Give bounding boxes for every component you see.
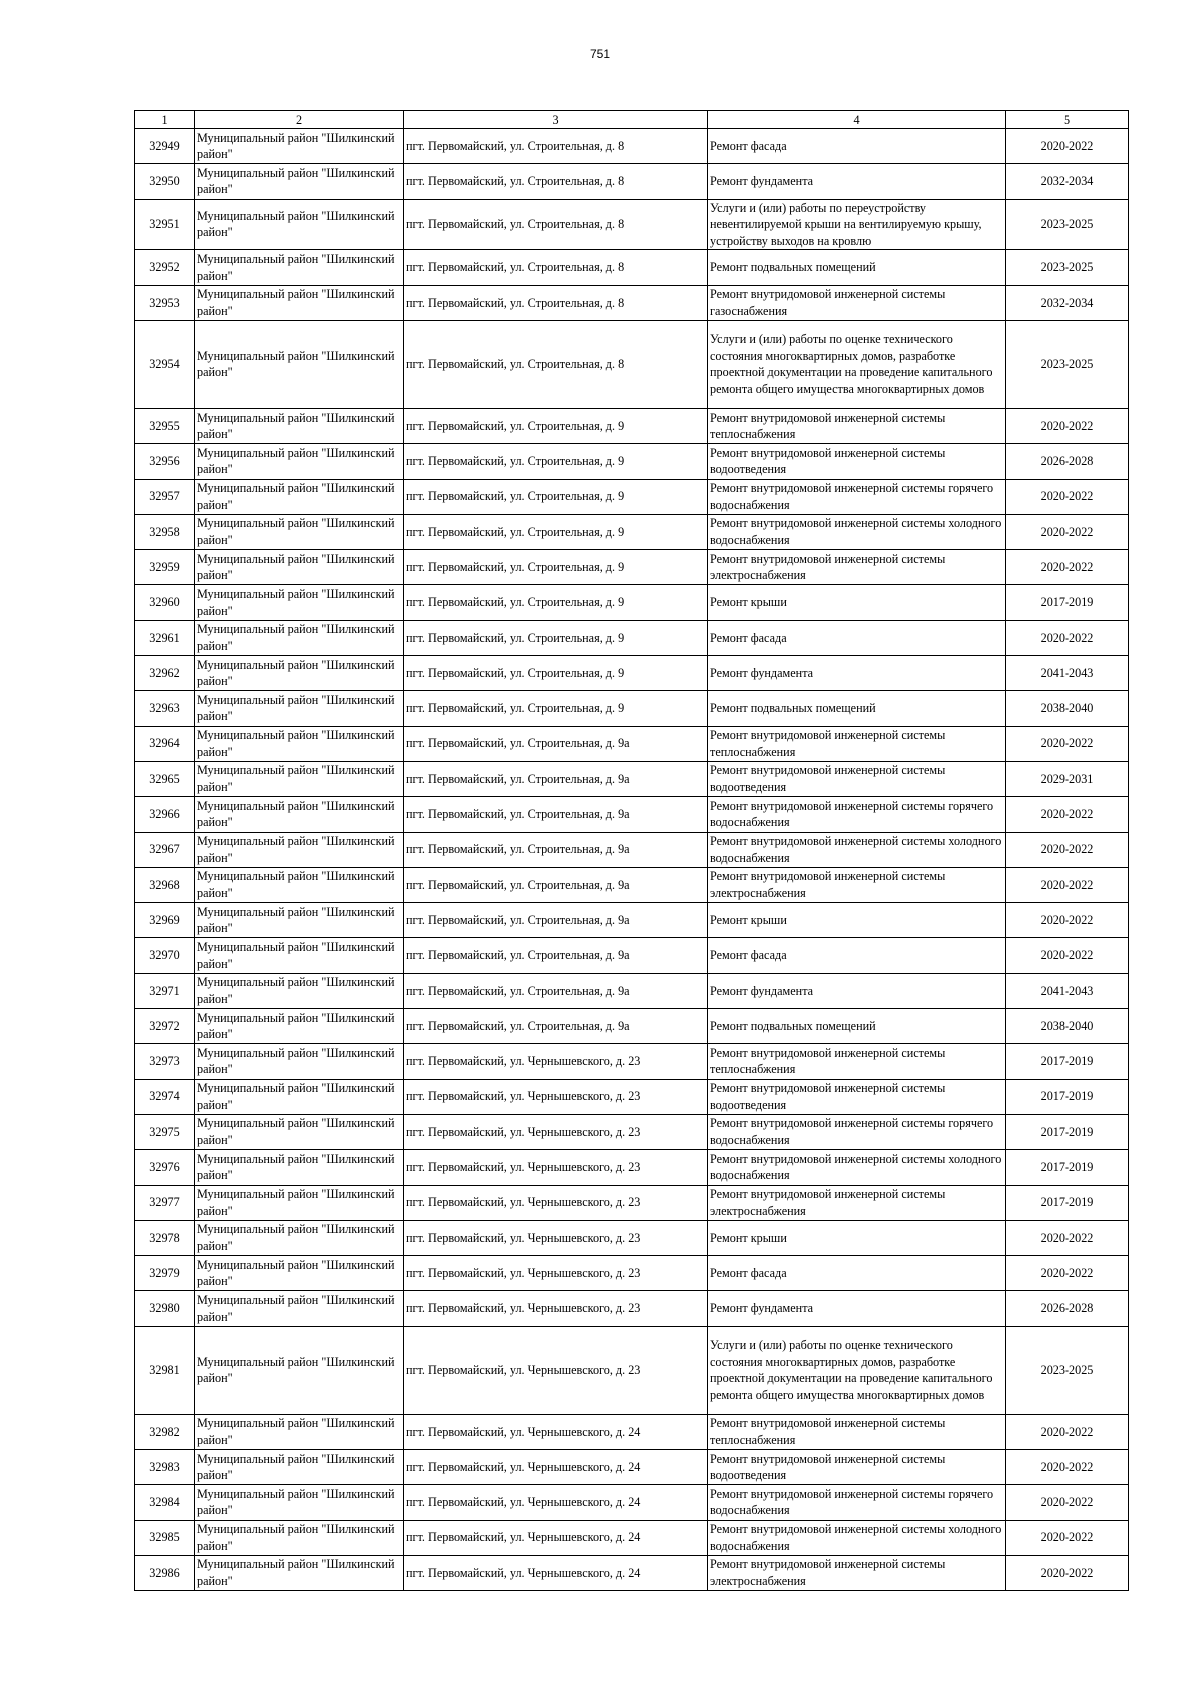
- address-cell: пгт. Первомайский, ул. Чернышевского, д. 24: [404, 1449, 708, 1484]
- work-type-cell: Ремонт внутридомовой инженерной системы горячего водоснабжения: [708, 1485, 1006, 1520]
- period-cell: 2023-2025: [1006, 1326, 1129, 1414]
- period-cell: 2023-2025: [1006, 320, 1129, 408]
- district-cell: Муниципальный район "Шилкинский район": [195, 797, 404, 832]
- period-cell: 2020-2022: [1006, 938, 1129, 973]
- column-header-3: 3: [404, 111, 708, 129]
- row-number: 32963: [135, 691, 195, 726]
- row-number: 32962: [135, 656, 195, 691]
- column-header-2: 2: [195, 111, 404, 129]
- table-row: [135, 832, 1129, 867]
- work-type-cell: Ремонт крыши: [708, 903, 1006, 938]
- district-cell: Муниципальный район "Шилкинский район": [195, 479, 404, 514]
- row-number: 32965: [135, 761, 195, 796]
- work-type-cell: Ремонт внутридомовой инженерной системы холодного водоснабжения: [708, 1520, 1006, 1555]
- district-cell: Муниципальный район "Шилкинский район": [195, 1555, 404, 1590]
- address-cell: пгт. Первомайский, ул. Строительная, д. 9а: [404, 903, 708, 938]
- table-row: [135, 550, 1129, 585]
- row-number: 32978: [135, 1220, 195, 1255]
- work-type-cell: Ремонт внутридомовой инженерной системы электроснабжения: [708, 550, 1006, 585]
- work-type-cell: Ремонт фундамента: [708, 656, 1006, 691]
- address-cell: пгт. Первомайский, ул. Строительная, д. 9а: [404, 797, 708, 832]
- table-row: [135, 585, 1129, 620]
- table-row: [135, 903, 1129, 938]
- row-number: 32968: [135, 867, 195, 902]
- district-cell: Муниципальный район "Шилкинский район": [195, 832, 404, 867]
- row-number: 32956: [135, 444, 195, 479]
- row-number: 32969: [135, 903, 195, 938]
- district-cell: Муниципальный район "Шилкинский район": [195, 129, 404, 164]
- address-cell: пгт. Первомайский, ул. Строительная, д. 8: [404, 129, 708, 164]
- district-cell: Муниципальный район "Шилкинский район": [195, 550, 404, 585]
- period-cell: 2020-2022: [1006, 867, 1129, 902]
- address-cell: пгт. Первомайский, ул. Строительная, д. 8: [404, 320, 708, 408]
- address-cell: пгт. Первомайский, ул. Чернышевского, д. 24: [404, 1414, 708, 1449]
- work-type-cell: Ремонт внутридомовой инженерной системы холодного водоснабжения: [708, 832, 1006, 867]
- table-body: [135, 129, 1129, 1591]
- district-cell: Муниципальный район "Шилкинский район": [195, 1185, 404, 1220]
- address-cell: пгт. Первомайский, ул. Строительная, д. 9: [404, 550, 708, 585]
- table-row: [135, 514, 1129, 549]
- period-cell: 2017-2019: [1006, 1185, 1129, 1220]
- table-row: [135, 129, 1129, 164]
- table-row: [135, 320, 1129, 408]
- work-type-cell: Ремонт крыши: [708, 1220, 1006, 1255]
- period-cell: 2032-2034: [1006, 164, 1129, 199]
- row-number: 32955: [135, 408, 195, 443]
- table-row: [135, 1079, 1129, 1114]
- work-type-cell: Ремонт подвальных помещений: [708, 250, 1006, 285]
- work-type-cell: Ремонт фасада: [708, 1256, 1006, 1291]
- address-cell: пгт. Первомайский, ул. Чернышевского, д. 23: [404, 1079, 708, 1114]
- district-cell: Муниципальный район "Шилкинский район": [195, 691, 404, 726]
- work-type-cell: Ремонт фундамента: [708, 973, 1006, 1008]
- district-cell: Муниципальный район "Шилкинский район": [195, 1220, 404, 1255]
- row-number: 32976: [135, 1150, 195, 1185]
- district-cell: Муниципальный район "Шилкинский район": [195, 973, 404, 1008]
- table-row: [135, 199, 1129, 250]
- table-row: [135, 444, 1129, 479]
- column-header-1: 1: [135, 111, 195, 129]
- district-cell: Муниципальный район "Шилкинский район": [195, 656, 404, 691]
- period-cell: 2020-2022: [1006, 479, 1129, 514]
- period-cell: 2020-2022: [1006, 1220, 1129, 1255]
- period-cell: 2020-2022: [1006, 797, 1129, 832]
- work-type-cell: Ремонт фундамента: [708, 164, 1006, 199]
- table-row: [135, 250, 1129, 285]
- table-row: [135, 656, 1129, 691]
- district-cell: Муниципальный район "Шилкинский район": [195, 1009, 404, 1044]
- address-cell: пгт. Первомайский, ул. Строительная, д. 9: [404, 479, 708, 514]
- table-row: [135, 164, 1129, 199]
- period-cell: 2020-2022: [1006, 832, 1129, 867]
- row-number: 32985: [135, 1520, 195, 1555]
- work-type-cell: Ремонт внутридомовой инженерной системы водоотведения: [708, 761, 1006, 796]
- work-type-cell: Ремонт внутридомовой инженерной системы теплоснабжения: [708, 408, 1006, 443]
- work-type-cell: Ремонт фасада: [708, 620, 1006, 655]
- work-type-cell: Ремонт внутридомовой инженерной системы электроснабжения: [708, 1185, 1006, 1220]
- address-cell: пгт. Первомайский, ул. Строительная, д. 9: [404, 656, 708, 691]
- row-number: 32974: [135, 1079, 195, 1114]
- period-cell: 2020-2022: [1006, 1256, 1129, 1291]
- period-cell: 2017-2019: [1006, 1079, 1129, 1114]
- row-number: 32977: [135, 1185, 195, 1220]
- column-header-4: 4: [708, 111, 1006, 129]
- district-cell: Муниципальный район "Шилкинский район": [195, 250, 404, 285]
- row-number: 32986: [135, 1555, 195, 1590]
- address-cell: пгт. Первомайский, ул. Чернышевского, д. 23: [404, 1220, 708, 1255]
- period-cell: 2017-2019: [1006, 1150, 1129, 1185]
- table-row: [135, 1449, 1129, 1484]
- table-row: [135, 938, 1129, 973]
- table-row: [135, 973, 1129, 1008]
- district-cell: Муниципальный район "Шилкинский район": [195, 514, 404, 549]
- row-number: 32950: [135, 164, 195, 199]
- address-cell: пгт. Первомайский, ул. Строительная, д. 8: [404, 199, 708, 250]
- district-cell: Муниципальный район "Шилкинский район": [195, 164, 404, 199]
- work-type-cell: Ремонт внутридомовой инженерной системы электроснабжения: [708, 1555, 1006, 1590]
- table-row: [135, 285, 1129, 320]
- period-cell: 2023-2025: [1006, 250, 1129, 285]
- address-cell: пгт. Первомайский, ул. Чернышевского, д. 23: [404, 1150, 708, 1185]
- period-cell: 2017-2019: [1006, 585, 1129, 620]
- period-cell: 2020-2022: [1006, 1555, 1129, 1590]
- row-number: 32964: [135, 726, 195, 761]
- district-cell: Муниципальный район "Шилкинский район": [195, 761, 404, 796]
- table-row: [135, 691, 1129, 726]
- table-row: [135, 797, 1129, 832]
- district-cell: Муниципальный район "Шилкинский район": [195, 1449, 404, 1484]
- district-cell: Муниципальный район "Шилкинский район": [195, 1326, 404, 1414]
- district-cell: Муниципальный район "Шилкинский район": [195, 726, 404, 761]
- table-row: [135, 1150, 1129, 1185]
- table-row: [135, 1256, 1129, 1291]
- period-cell: 2017-2019: [1006, 1044, 1129, 1079]
- address-cell: пгт. Первомайский, ул. Строительная, д. 9: [404, 444, 708, 479]
- period-cell: 2020-2022: [1006, 1449, 1129, 1484]
- period-cell: 2020-2022: [1006, 903, 1129, 938]
- address-cell: пгт. Первомайский, ул. Чернышевского, д. 23: [404, 1114, 708, 1149]
- period-cell: 2026-2028: [1006, 1291, 1129, 1326]
- work-type-cell: Ремонт фасада: [708, 129, 1006, 164]
- row-number: 32979: [135, 1256, 195, 1291]
- row-number: 32960: [135, 585, 195, 620]
- address-cell: пгт. Первомайский, ул. Строительная, д. 8: [404, 285, 708, 320]
- table-row: [135, 761, 1129, 796]
- district-cell: Муниципальный район "Шилкинский район": [195, 285, 404, 320]
- table-row: [135, 726, 1129, 761]
- table-row: [135, 1485, 1129, 1520]
- address-cell: пгт. Первомайский, ул. Строительная, д. 9: [404, 691, 708, 726]
- capital-repair-table: [134, 110, 1129, 1591]
- address-cell: пгт. Первомайский, ул. Строительная, д. 9а: [404, 832, 708, 867]
- district-cell: Муниципальный район "Шилкинский район": [195, 320, 404, 408]
- table-row: [135, 1185, 1129, 1220]
- address-cell: пгт. Первомайский, ул. Чернышевского, д. 23: [404, 1044, 708, 1079]
- work-type-cell: Услуги и (или) работы по оценке технического состояния многоквартирных домов, разработке проектной документации на проведение капитального ремонта общего имущества многоквартирных домов: [708, 1326, 1006, 1414]
- period-cell: 2032-2034: [1006, 285, 1129, 320]
- address-cell: пгт. Первомайский, ул. Строительная, д. 9а: [404, 761, 708, 796]
- work-type-cell: Ремонт внутридомовой инженерной системы горячего водоснабжения: [708, 479, 1006, 514]
- table-row: [135, 1291, 1129, 1326]
- period-cell: 2041-2043: [1006, 656, 1129, 691]
- table-row: [135, 1414, 1129, 1449]
- row-number: 32981: [135, 1326, 195, 1414]
- district-cell: Муниципальный район "Шилкинский район": [195, 1414, 404, 1449]
- row-number: 32975: [135, 1114, 195, 1149]
- district-cell: Муниципальный район "Шилкинский район": [195, 199, 404, 250]
- work-type-cell: Ремонт фундамента: [708, 1291, 1006, 1326]
- row-number: 32970: [135, 938, 195, 973]
- period-cell: 2020-2022: [1006, 1520, 1129, 1555]
- address-cell: пгт. Первомайский, ул. Строительная, д. 8: [404, 164, 708, 199]
- district-cell: Муниципальный район "Шилкинский район": [195, 1291, 404, 1326]
- work-type-cell: Ремонт внутридомовой инженерной системы водоотведения: [708, 444, 1006, 479]
- table-row: [135, 408, 1129, 443]
- period-cell: 2026-2028: [1006, 444, 1129, 479]
- table-row: [135, 1555, 1129, 1590]
- district-cell: Муниципальный район "Шилкинский район": [195, 867, 404, 902]
- district-cell: Муниципальный район "Шилкинский район": [195, 408, 404, 443]
- row-number: 32958: [135, 514, 195, 549]
- period-cell: 2020-2022: [1006, 1485, 1129, 1520]
- period-cell: 2041-2043: [1006, 973, 1129, 1008]
- work-type-cell: Ремонт фасада: [708, 938, 1006, 973]
- district-cell: Муниципальный район "Шилкинский район": [195, 1256, 404, 1291]
- table-header: [135, 111, 1129, 129]
- work-type-cell: Ремонт крыши: [708, 585, 1006, 620]
- period-cell: 2020-2022: [1006, 1414, 1129, 1449]
- row-number: 32961: [135, 620, 195, 655]
- period-cell: 2020-2022: [1006, 408, 1129, 443]
- work-type-cell: Ремонт внутридомовой инженерной системы холодного водоснабжения: [708, 1150, 1006, 1185]
- row-number: 32954: [135, 320, 195, 408]
- table-row: [135, 479, 1129, 514]
- row-number: 32983: [135, 1449, 195, 1484]
- row-number: 32971: [135, 973, 195, 1008]
- address-cell: пгт. Первомайский, ул. Строительная, д. 9а: [404, 1009, 708, 1044]
- row-number: 32949: [135, 129, 195, 164]
- header-row: [135, 111, 1129, 129]
- work-type-cell: Ремонт внутридомовой инженерной системы горячего водоснабжения: [708, 797, 1006, 832]
- district-cell: Муниципальный район "Шилкинский район": [195, 585, 404, 620]
- address-cell: пгт. Первомайский, ул. Строительная, д. 9а: [404, 726, 708, 761]
- address-cell: пгт. Первомайский, ул. Строительная, д. 8: [404, 250, 708, 285]
- address-cell: пгт. Первомайский, ул. Строительная, д. 9: [404, 408, 708, 443]
- row-number: 32973: [135, 1044, 195, 1079]
- table-row: [135, 1044, 1129, 1079]
- address-cell: пгт. Первомайский, ул. Строительная, д. 9: [404, 620, 708, 655]
- period-cell: 2038-2040: [1006, 1009, 1129, 1044]
- period-cell: 2038-2040: [1006, 691, 1129, 726]
- period-cell: 2029-2031: [1006, 761, 1129, 796]
- table-row: [135, 1220, 1129, 1255]
- address-cell: пгт. Первомайский, ул. Строительная, д. 9: [404, 585, 708, 620]
- address-cell: пгт. Первомайский, ул. Чернышевского, д. 24: [404, 1485, 708, 1520]
- period-cell: 2020-2022: [1006, 514, 1129, 549]
- work-type-cell: Ремонт внутридомовой инженерной системы электроснабжения: [708, 867, 1006, 902]
- row-number: 32984: [135, 1485, 195, 1520]
- district-cell: Муниципальный район "Шилкинский район": [195, 1520, 404, 1555]
- row-number: 32952: [135, 250, 195, 285]
- district-cell: Муниципальный район "Шилкинский район": [195, 444, 404, 479]
- work-type-cell: Ремонт подвальных помещений: [708, 1009, 1006, 1044]
- work-type-cell: Ремонт внутридомовой инженерной системы теплоснабжения: [708, 726, 1006, 761]
- district-cell: Муниципальный район "Шилкинский район": [195, 1044, 404, 1079]
- row-number: 32967: [135, 832, 195, 867]
- column-header-5: 5: [1006, 111, 1129, 129]
- address-cell: пгт. Первомайский, ул. Чернышевского, д. 24: [404, 1555, 708, 1590]
- address-cell: пгт. Первомайский, ул. Чернышевского, д. 23: [404, 1256, 708, 1291]
- table-row: [135, 620, 1129, 655]
- district-cell: Муниципальный район "Шилкинский район": [195, 938, 404, 973]
- district-cell: Муниципальный район "Шилкинский район": [195, 620, 404, 655]
- district-cell: Муниципальный район "Шилкинский район": [195, 1079, 404, 1114]
- work-type-cell: Ремонт внутридомовой инженерной системы газоснабжения: [708, 285, 1006, 320]
- work-type-cell: Услуги и (или) работы по оценке технического состояния многоквартирных домов, разработке проектной документации на проведение капитального ремонта общего имущества многоквартирных домов: [708, 320, 1006, 408]
- address-cell: пгт. Первомайский, ул. Чернышевского, д. 23: [404, 1291, 708, 1326]
- table-row: [135, 1326, 1129, 1414]
- table-row: [135, 1520, 1129, 1555]
- address-cell: пгт. Первомайский, ул. Чернышевского, д. 24: [404, 1520, 708, 1555]
- period-cell: 2017-2019: [1006, 1114, 1129, 1149]
- work-type-cell: Ремонт внутридомовой инженерной системы холодного водоснабжения: [708, 514, 1006, 549]
- district-cell: Муниципальный район "Шилкинский район": [195, 1485, 404, 1520]
- district-cell: Муниципальный район "Шилкинский район": [195, 1114, 404, 1149]
- table-row: [135, 1114, 1129, 1149]
- address-cell: пгт. Первомайский, ул. Строительная, д. 9а: [404, 938, 708, 973]
- work-type-cell: Ремонт внутридомовой инженерной системы водоотведения: [708, 1449, 1006, 1484]
- row-number: 32966: [135, 797, 195, 832]
- address-cell: пгт. Первомайский, ул. Чернышевского, д. 23: [404, 1326, 708, 1414]
- row-number: 32972: [135, 1009, 195, 1044]
- period-cell: 2020-2022: [1006, 129, 1129, 164]
- row-number: 32953: [135, 285, 195, 320]
- address-cell: пгт. Первомайский, ул. Чернышевского, д. 23: [404, 1185, 708, 1220]
- table-row: [135, 867, 1129, 902]
- work-type-cell: Ремонт внутридомовой инженерной системы теплоснабжения: [708, 1044, 1006, 1079]
- table-row: [135, 1009, 1129, 1044]
- period-cell: 2023-2025: [1006, 199, 1129, 250]
- work-type-cell: Ремонт подвальных помещений: [708, 691, 1006, 726]
- work-type-cell: Ремонт внутридомовой инженерной системы теплоснабжения: [708, 1414, 1006, 1449]
- row-number: 32957: [135, 479, 195, 514]
- row-number: 32982: [135, 1414, 195, 1449]
- work-type-cell: Ремонт внутридомовой инженерной системы горячего водоснабжения: [708, 1114, 1006, 1149]
- district-cell: Муниципальный район "Шилкинский район": [195, 1150, 404, 1185]
- row-number: 32951: [135, 199, 195, 250]
- work-type-cell: Ремонт внутридомовой инженерной системы водоотведения: [708, 1079, 1006, 1114]
- period-cell: 2020-2022: [1006, 620, 1129, 655]
- district-cell: Муниципальный район "Шилкинский район": [195, 903, 404, 938]
- address-cell: пгт. Первомайский, ул. Строительная, д. 9а: [404, 867, 708, 902]
- period-cell: 2020-2022: [1006, 726, 1129, 761]
- page-number: 751: [589, 47, 611, 61]
- row-number: 32980: [135, 1291, 195, 1326]
- address-cell: пгт. Первомайский, ул. Строительная, д. 9а: [404, 973, 708, 1008]
- period-cell: 2020-2022: [1006, 550, 1129, 585]
- address-cell: пгт. Первомайский, ул. Строительная, д. 9: [404, 514, 708, 549]
- row-number: 32959: [135, 550, 195, 585]
- work-type-cell: Услуги и (или) работы по переустройству невентилируемой крыши на вентилируемую крышу, устройству выходов на кровлю: [708, 199, 1006, 250]
